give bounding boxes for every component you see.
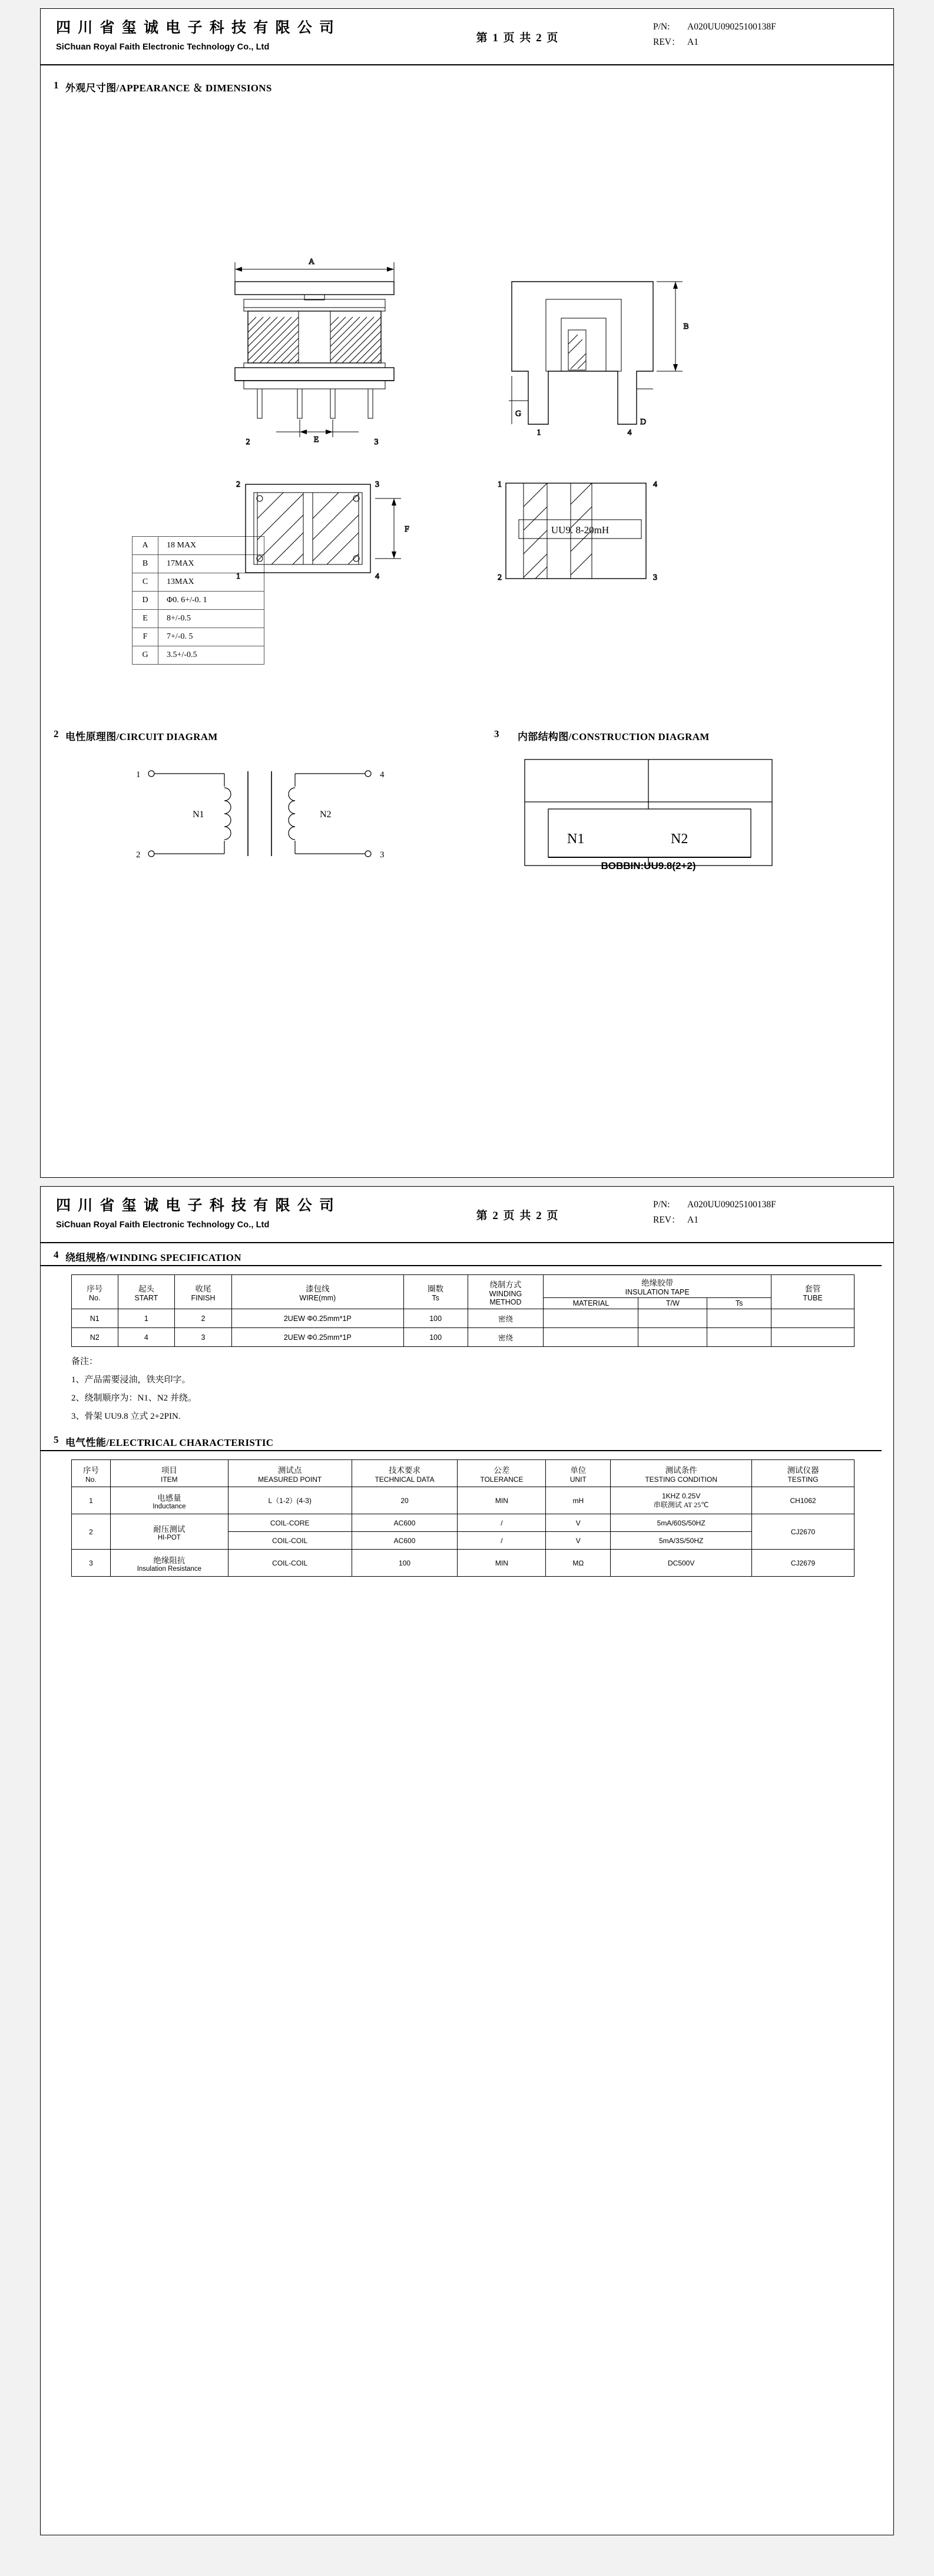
note-item: 2、绕制顺序为：N1、N2 并绕。 — [71, 1393, 197, 1403]
pn-label-2: P/N: — [653, 1200, 670, 1210]
table-row — [72, 1550, 854, 1577]
svg-text:2: 2 — [236, 480, 240, 489]
cell-tolerance: MIN — [458, 1487, 546, 1514]
th-tube: 套管 TUBE — [771, 1275, 854, 1309]
cell-item: 绝缘阻抗 Insulation Resistance — [110, 1550, 228, 1577]
pn-value-2: A020UU09025100138F — [687, 1200, 776, 1210]
cell-data: AC600 — [352, 1532, 458, 1550]
svg-text:1: 1 — [498, 480, 502, 489]
svg-text:2: 2 — [246, 438, 250, 447]
th-condition: 测试条件 TESTING CONDITION — [611, 1460, 752, 1487]
page-number-2: 第 2 页 共 2 页 — [476, 1209, 559, 1222]
electrical-characteristic-table — [71, 1459, 854, 1577]
svg-text:N1: N1 — [193, 810, 204, 820]
section-4-text: 绕组规格/WINDING SPECIFICATION — [65, 1252, 241, 1263]
dimension-table — [132, 536, 264, 665]
dim-key: F — [133, 628, 158, 646]
table-row — [133, 646, 264, 665]
cell-tube — [771, 1309, 854, 1328]
section-1-text: 外观尺寸图/APPEARANCE ＆ DIMENSIONS — [65, 82, 272, 94]
dim-value: Φ0. 6+/-0. 1 — [158, 592, 264, 610]
company-name-cn-2: 四 川 省 玺 诚 电 子 科 技 有 限 公 司 — [56, 1198, 336, 1214]
pn-value-1: A020UU09025100138F — [687, 22, 776, 32]
cell-turns: 100 — [403, 1309, 468, 1328]
table-row — [72, 1514, 854, 1532]
rev-label-1: REV： — [653, 37, 681, 47]
cell-point: COIL-COIL — [228, 1550, 352, 1577]
cell-no: 3 — [72, 1550, 111, 1577]
section-4-title — [41, 1249, 882, 1266]
part-info-2 — [618, 1187, 893, 1242]
rev-label-2: REV： — [653, 1215, 681, 1225]
dim-key: C — [133, 573, 158, 592]
cell-unit: MΩ — [546, 1550, 611, 1577]
cell-tolerance: MIN — [458, 1550, 546, 1577]
cell-finish: 3 — [175, 1328, 232, 1347]
dim-key: E — [133, 610, 158, 628]
svg-text:3: 3 — [380, 850, 385, 860]
cell-condition: 5mA/60S/50HZ — [611, 1514, 752, 1532]
th-material: MATERIAL — [544, 1298, 638, 1309]
svg-text:1: 1 — [236, 572, 240, 581]
construction-n2-text: N2 — [671, 831, 688, 847]
cell-method: 密绕 — [468, 1309, 544, 1328]
th-unit: 单位 UNIT — [546, 1460, 611, 1487]
bobbin-text: BOBBIN:UU9.8(2+2) — [601, 860, 696, 871]
cell-data: 100 — [352, 1550, 458, 1577]
table-row — [133, 573, 264, 592]
cell-tube — [771, 1328, 854, 1347]
th-tw: T/W — [638, 1298, 707, 1309]
construction-n1-text: N1 — [567, 831, 585, 847]
part-info-1 — [618, 9, 893, 64]
svg-text:B: B — [683, 322, 689, 331]
table-row — [72, 1309, 854, 1328]
cell-ts — [707, 1309, 771, 1328]
cell-material — [544, 1309, 638, 1328]
table-row — [133, 555, 264, 573]
cell-instrument: CJ2679 — [752, 1550, 854, 1577]
section-5-text: 电气性能/ELECTRICAL CHARACTERISTIC — [65, 1437, 274, 1448]
table-row — [72, 1328, 854, 1347]
cell-unit: mH — [546, 1487, 611, 1514]
cell-item: 电感量 Inductance — [110, 1487, 228, 1514]
svg-text:2: 2 — [498, 573, 502, 582]
th-item: 项目 ITEM — [110, 1460, 228, 1487]
core-marking-text: UU9. 8-20mH — [551, 524, 610, 536]
cell-tolerance: / — [458, 1532, 546, 1550]
th-instrument: 测试仪器 TESTING — [752, 1460, 854, 1487]
company-name-en-2: SiChuan Royal Faith Electronic Technology Co., Ltd — [56, 1220, 270, 1230]
th-start: 起头 START — [118, 1275, 175, 1309]
section-2-text: 电性原理图/CIRCUIT DIAGRAM — [65, 731, 218, 742]
th-ts: Ts — [707, 1298, 771, 1309]
th-finish: 收尾 FINISH — [175, 1275, 232, 1309]
note-item: 1、产品需要浸油，铁夹印字。 — [71, 1375, 191, 1385]
svg-text:4: 4 — [380, 770, 385, 780]
cell-point: COIL-COIL — [228, 1532, 352, 1550]
table-header-row — [72, 1275, 854, 1298]
cell-ts — [707, 1328, 771, 1347]
company-block — [41, 9, 418, 64]
svg-text:N2: N2 — [320, 810, 332, 820]
table-row — [133, 592, 264, 610]
th-point: 测试点 MEASURED POINT — [228, 1460, 352, 1487]
rev-value-1: A1 — [687, 37, 698, 47]
section-5-title — [41, 1434, 882, 1451]
page-number-1: 第 1 页 共 2 页 — [476, 31, 559, 44]
th-method: 绕制方式 WINDING METHOD — [468, 1275, 544, 1309]
page2-header — [41, 1187, 893, 1243]
pn-label-1: P/N: — [653, 22, 670, 32]
table-row — [133, 610, 264, 628]
company-name-cn: 四 川 省 玺 诚 电 子 科 技 有 限 公 司 — [56, 20, 336, 36]
svg-text:E: E — [313, 435, 319, 444]
construction-diagram-svg — [494, 743, 883, 920]
note-item: 3、骨架 UU9.8 立式 2+2PIN. — [71, 1412, 181, 1421]
cell-method: 密绕 — [468, 1328, 544, 1347]
section-4-number: 4 — [54, 1249, 59, 1260]
svg-text:3: 3 — [653, 573, 657, 582]
svg-text:3: 3 — [375, 480, 379, 489]
cell-point: L（1-2）(4-3) — [228, 1487, 352, 1514]
cell-no: N2 — [72, 1328, 118, 1347]
svg-text:4: 4 — [627, 428, 632, 437]
section-5-number: 5 — [54, 1434, 59, 1445]
cell-no: N1 — [72, 1309, 118, 1328]
cell-start: 1 — [118, 1309, 175, 1328]
cell-unit: V — [546, 1532, 611, 1550]
page-2 — [40, 1186, 894, 2535]
th-no: 序号 No. — [72, 1275, 118, 1309]
svg-text:1: 1 — [136, 770, 141, 780]
notes-title: 备注： — [71, 1357, 98, 1366]
dim-value: 17MAX — [158, 555, 264, 573]
section-3-title — [494, 728, 893, 743]
dim-key: A — [133, 537, 158, 555]
cell-instrument: CH1062 — [752, 1487, 854, 1514]
svg-text:A: A — [308, 257, 315, 266]
dim-value: 18 MAX — [158, 537, 264, 555]
svg-text:F: F — [405, 525, 409, 534]
th-wire: 漆包线 WIRE(mm) — [231, 1275, 403, 1309]
company-name-en: SiChuan Royal Faith Electronic Technology Co., Ltd — [56, 42, 270, 52]
th-data: 技术要求 TECHNICAL DATA — [352, 1460, 458, 1487]
page-1 — [40, 8, 894, 1178]
cell-item: 耐压测试 HI-POT — [110, 1514, 228, 1550]
cell-condition: 1KHZ 0.25V 串联测试 AT 25℃ — [611, 1487, 752, 1514]
table-row — [133, 628, 264, 646]
dim-value: 13MAX — [158, 573, 264, 592]
svg-text:4: 4 — [375, 572, 379, 581]
cell-data: 20 — [352, 1487, 458, 1514]
cell-start: 4 — [118, 1328, 175, 1347]
cell-wire: 2UEW Φ0.25mm*1P — [231, 1309, 403, 1328]
dim-key: G — [133, 646, 158, 665]
cell-tw — [638, 1328, 707, 1347]
cell-material — [544, 1328, 638, 1347]
section-3-text: 内部结构图/CONSTRUCTION DIAGRAM — [518, 731, 710, 742]
table-row — [72, 1487, 854, 1514]
svg-text:G: G — [515, 409, 522, 418]
cell-tolerance: / — [458, 1514, 546, 1532]
notes-block — [71, 1353, 893, 1426]
company-block-2 — [41, 1187, 418, 1242]
cell-turns: 100 — [403, 1328, 468, 1347]
dim-key: B — [133, 555, 158, 573]
dim-value: 3.5+/-0.5 — [158, 646, 264, 665]
section-1-number: 1 — [54, 80, 59, 91]
rev-value-2: A1 — [687, 1215, 698, 1225]
th-no: 序号 No. — [72, 1460, 111, 1487]
page1-header — [41, 9, 893, 65]
dim-key: D — [133, 592, 158, 610]
svg-text:3: 3 — [374, 438, 379, 447]
dim-value: 7+/-0. 5 — [158, 628, 264, 646]
th-tolerance: 公差 TOLERANCE — [458, 1460, 546, 1487]
winding-spec-table — [71, 1274, 854, 1347]
cell-instrument: CJ2670 — [752, 1514, 854, 1550]
th-turns: 圈数 Ts — [403, 1275, 468, 1309]
cell-point: COIL-CORE — [228, 1514, 352, 1532]
cell-unit: V — [546, 1514, 611, 1532]
section-2-title — [41, 728, 494, 743]
cell-wire: 2UEW Φ0.25mm*1P — [231, 1328, 403, 1347]
circuit-diagram-svg — [41, 743, 494, 920]
dim-value: 8+/-0.5 — [158, 610, 264, 628]
th-tape: 绝缘胶带 INSULATION TAPE — [544, 1275, 771, 1298]
svg-text:4: 4 — [653, 480, 657, 489]
svg-text:1: 1 — [536, 428, 541, 437]
section-2-number: 2 — [54, 728, 59, 739]
cell-no: 1 — [72, 1487, 111, 1514]
cell-finish: 2 — [175, 1309, 232, 1328]
section-1-title — [41, 80, 893, 94]
cell-data: AC600 — [352, 1514, 458, 1532]
table-header-row — [72, 1460, 854, 1487]
cell-tw — [638, 1309, 707, 1328]
cell-condition: 5mA/3S/50HZ — [611, 1532, 752, 1550]
cell-no: 2 — [72, 1514, 111, 1550]
section-3-number: 3 — [494, 728, 499, 739]
svg-text:2: 2 — [136, 850, 141, 860]
svg-text:D: D — [640, 418, 647, 427]
cell-condition: DC500V — [611, 1550, 752, 1577]
